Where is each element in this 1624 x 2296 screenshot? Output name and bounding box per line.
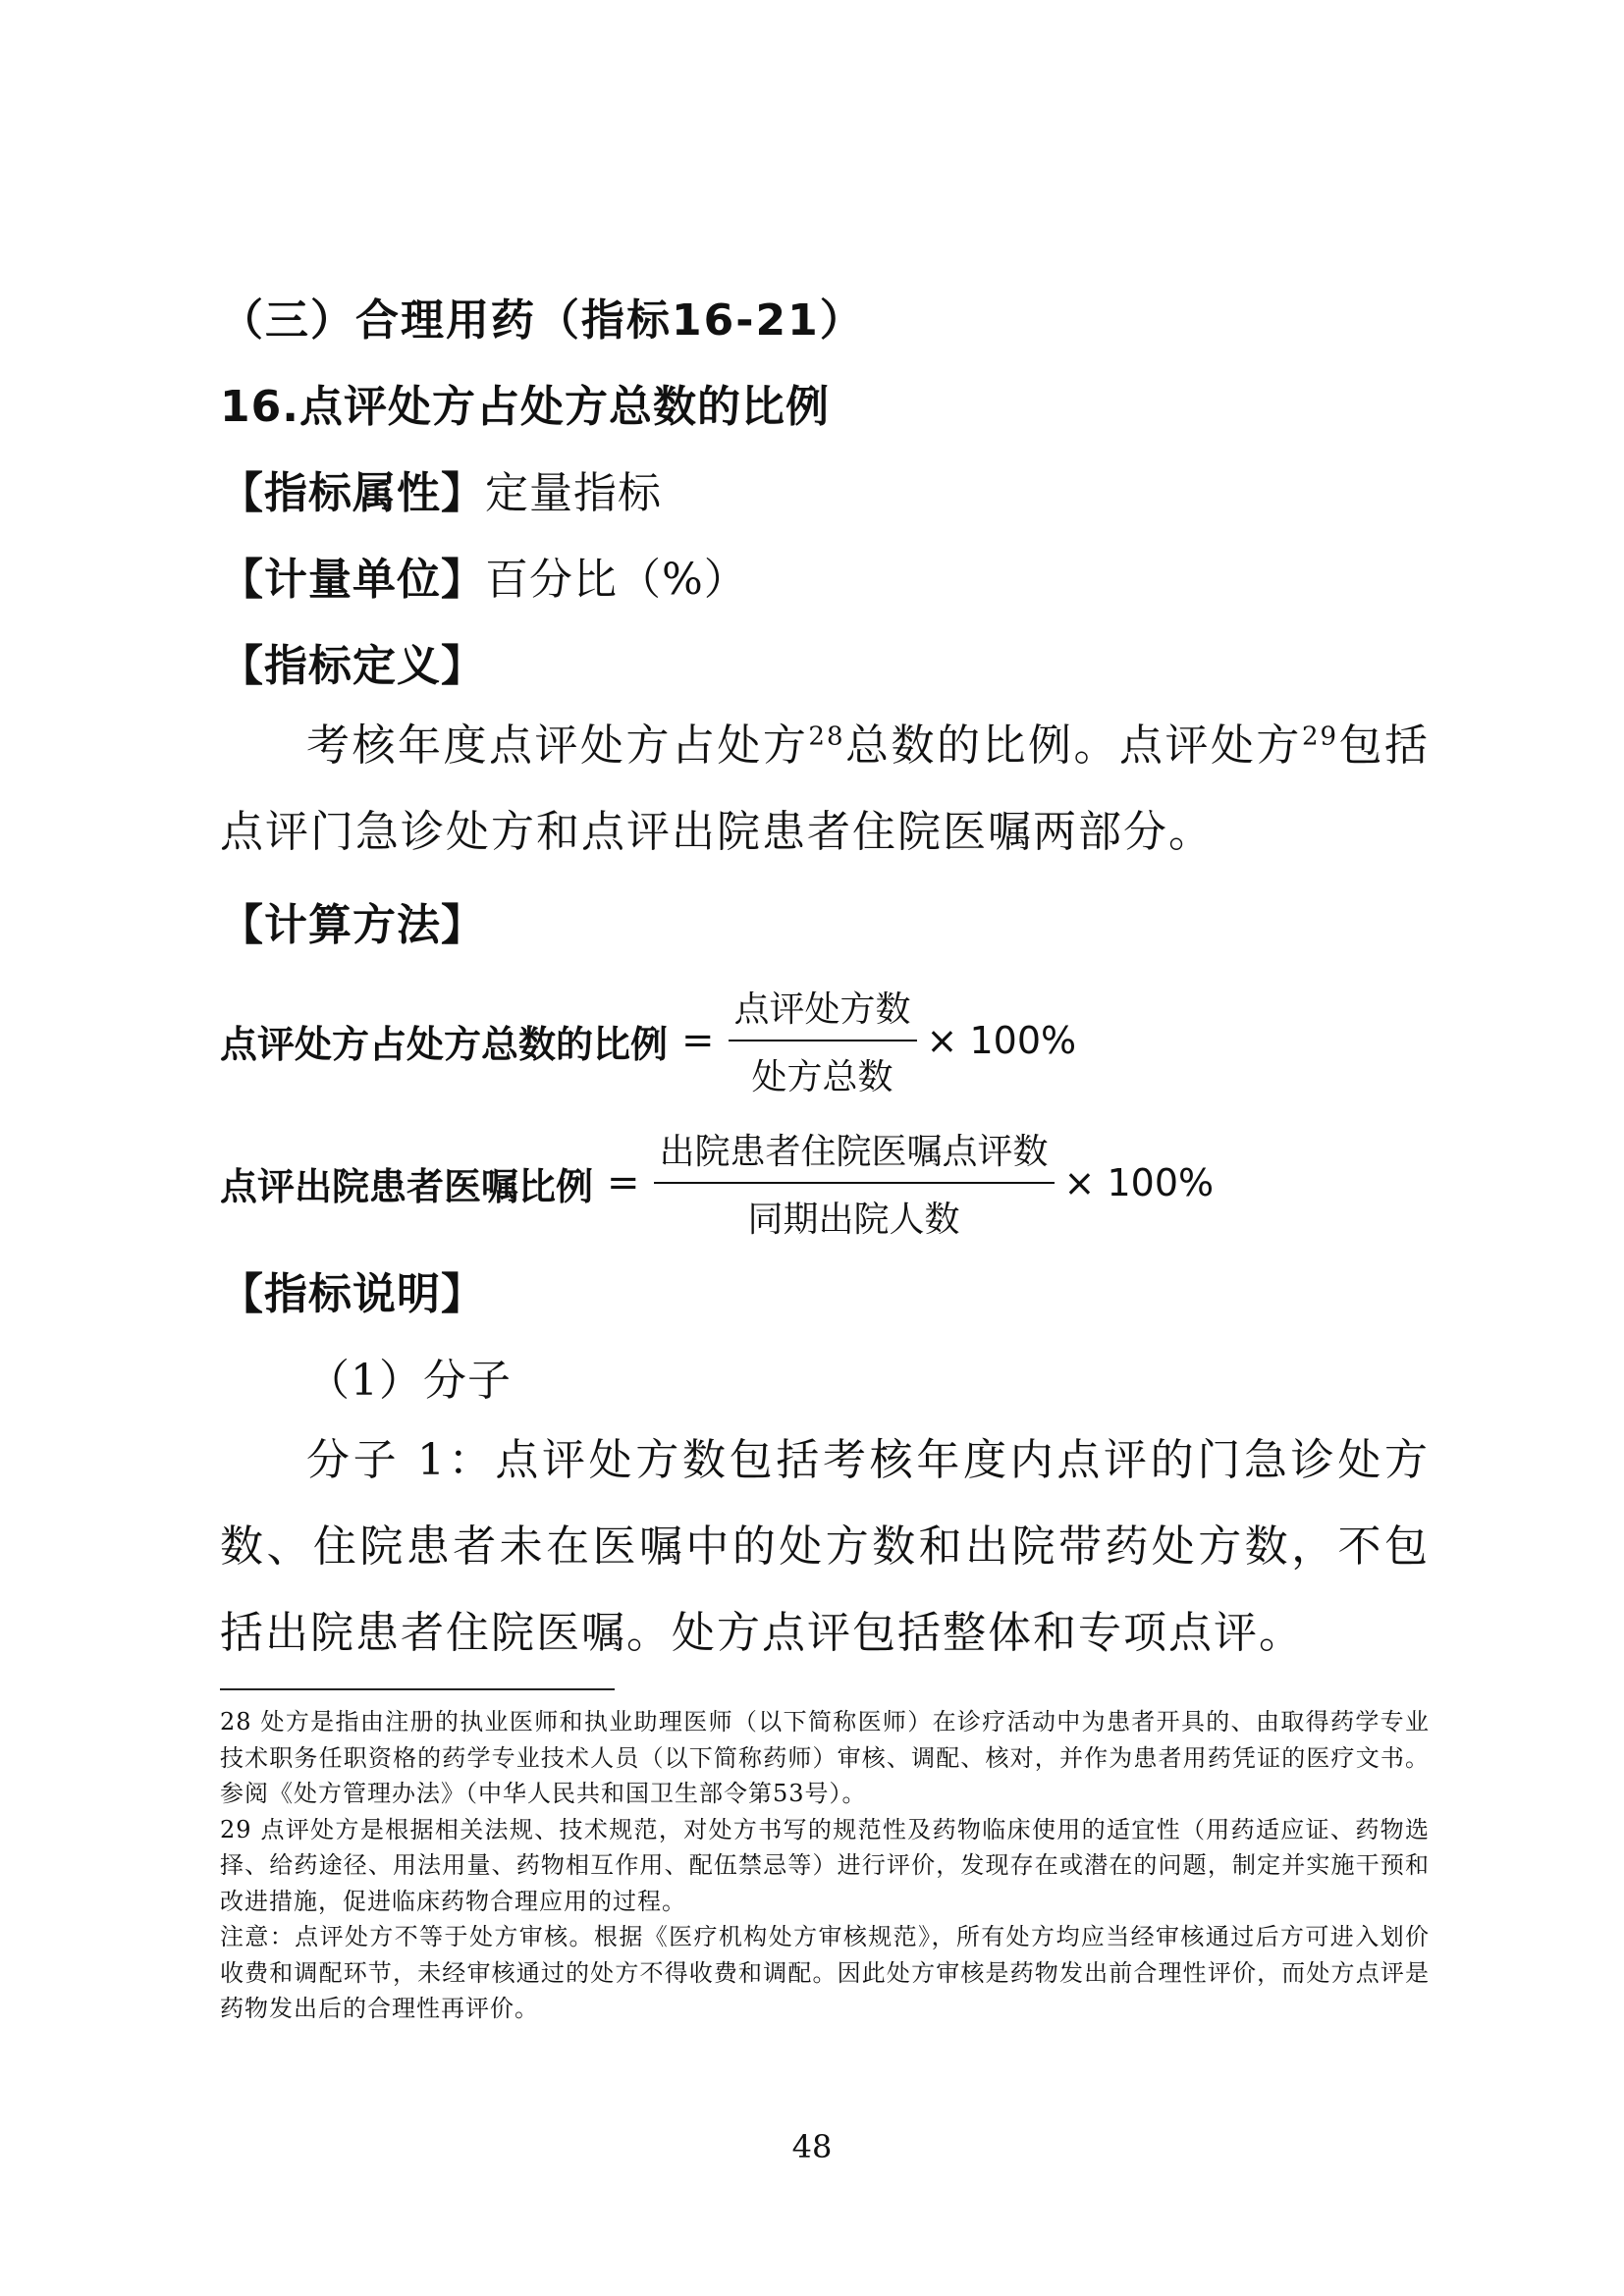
attribute-row xyxy=(220,457,662,520)
footnote-ref-29: 29 xyxy=(1301,721,1339,752)
section-heading: （三）合理用药（指标16-21） xyxy=(220,295,865,346)
footnotes xyxy=(220,1704,1430,2027)
formula-2-fraction xyxy=(654,1124,1055,1242)
page-number: 48 xyxy=(791,2128,833,2165)
unit-label: 【计量单位】 xyxy=(220,555,485,605)
definition-text-b: 总数的比例。点评处方 xyxy=(844,721,1302,771)
formula-1-multiplier: × 100% xyxy=(926,1019,1077,1062)
definition-paragraph xyxy=(220,703,1430,876)
footnote-29: 29 点评处方是根据相关法规、技术规范，对处方书写的规范性及药物临床使用的适宜性（用药适应证、药物选择、给药途径、用法用量、药物相互作用、配伍禁忌等）进行评价，发现存在或潜在的问题，制定并实施干预和改进措施，促进临床药物合理应用的过程。 xyxy=(220,1815,1430,1915)
explanation-label: 【指标说明】 xyxy=(220,1269,485,1319)
explanation-sub-numerator: （1）分子 xyxy=(306,1356,512,1406)
unit-row xyxy=(220,544,748,607)
formula-1 xyxy=(220,982,1076,1099)
definition-label: 【指标定义】 xyxy=(220,641,485,691)
formula-1-denominator: 处方总数 xyxy=(751,1057,893,1097)
explanation-heading xyxy=(220,1258,485,1321)
calculation-label: 【计算方法】 xyxy=(220,900,485,950)
formula-1-lhs: 点评处方占处方总数的比例 xyxy=(220,1022,669,1066)
formula-1-numerator: 点评处方数 xyxy=(733,989,911,1030)
attribute-label: 【指标属性】 xyxy=(220,468,485,518)
formula-1-equals: = xyxy=(681,1018,715,1063)
footnote-28: 28 处方是指由注册的执业医师和执业助理医师（以下简称医师）在诊疗活动中为患者开具的、由取得药学专业技术职务任职资格的药学专业技术人员（以下简称药师）审核、调配、核对，并作为患者用药凭证的医疗文书。参阅《处方管理办法》（中华人民共和国卫生部令第53号）。 xyxy=(220,1708,1430,1807)
footnote-note: 注意：点评处方不等于处方审核。根据《医疗机构处方审核规范》，所有处方均应当经审核通过后方可进入划价收费和调配环节，未经审核通过的处方不得收费和调配。因此处方审核是药物发出前合理性评价，而处方点评是药物发出后的合理性再评价。 xyxy=(220,1923,1430,2022)
definition-heading xyxy=(220,630,485,693)
attribute-value: 定量指标 xyxy=(485,468,662,518)
footnote-divider xyxy=(220,1688,615,1690)
formula-2-lhs: 点评出院患者医嘱比例 xyxy=(220,1164,594,1208)
formula-2-equals: = xyxy=(607,1160,640,1205)
footnote-ref-28: 28 xyxy=(808,721,845,752)
formula-2-multiplier: × 100% xyxy=(1063,1161,1215,1204)
indicator-title: 16.点评处方占处方总数的比例 xyxy=(220,382,830,432)
unit-value: 百分比（%） xyxy=(485,555,748,605)
numerator-paragraph: 分子 1：点评处方数包括考核年度内点评的门急诊处方数、住院患者未在医嘱中的处方数和出院带药处方数，不包括出院患者住院医嘱。处方点评包括整体和专项点评。 xyxy=(220,1435,1430,1658)
calculation-heading xyxy=(220,889,485,952)
formula-2-denominator: 同期出院人数 xyxy=(747,1200,960,1240)
definition-text-c: 包括点评门急诊处方和点评出院患者住院医嘱两部分。 xyxy=(220,721,1431,857)
formula-1-fraction xyxy=(729,982,917,1099)
formula-2-numerator: 出院患者住院医嘱点评数 xyxy=(659,1132,1049,1172)
definition-text-a: 考核年度点评处方占处方 xyxy=(306,721,809,771)
formula-2 xyxy=(220,1124,1214,1242)
